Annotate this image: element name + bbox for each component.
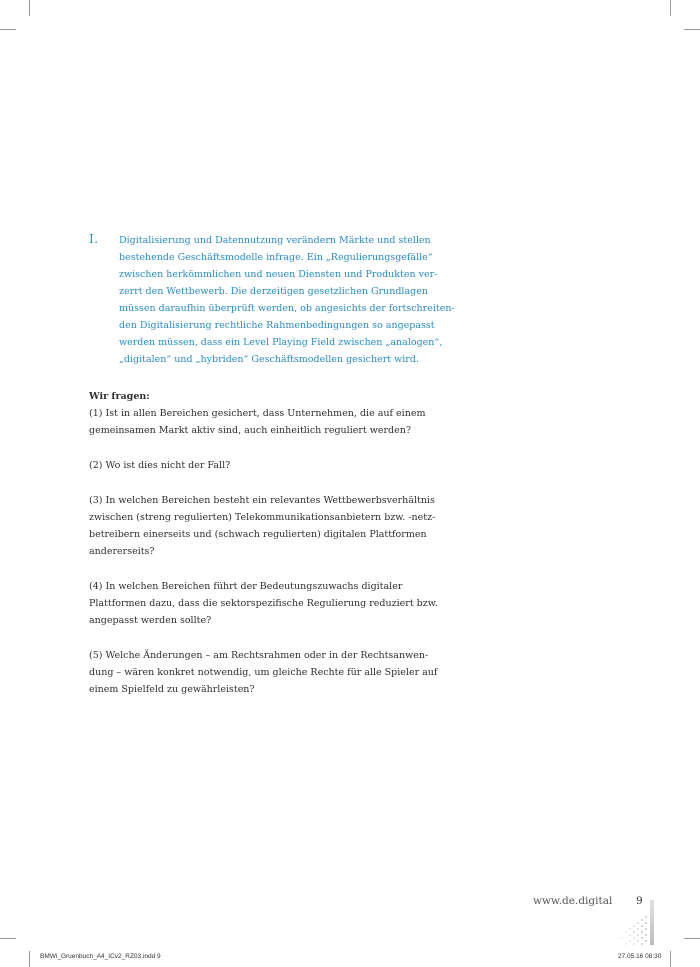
question-1 — [89, 405, 449, 439]
section-line: bestehende Geschäftsmodelle infrage. Ein „Regulierungsgefälle“ — [119, 252, 433, 263]
question-line: Plattformen dazu, dass die sektorspezifische Regulierung reduziert bzw. — [89, 598, 438, 609]
question-4 — [89, 578, 449, 629]
question-line: (1) Ist in allen Bereichen gesichert, dass Unternehmen, die auf einem — [89, 408, 426, 419]
question-line: dung – wären konkret notwendig, um gleiche Rechte für alle Spieler auf — [89, 667, 438, 678]
question-line: andererseits? — [89, 546, 155, 557]
crop-mark-top-left — [29, 0, 30, 16]
question-line: (2) Wo ist dies nicht der Fall? — [89, 460, 231, 471]
question-line: (5) Welche Änderungen – am Rechtsrahmen oder in der Rechtsanwen- — [89, 650, 429, 661]
question-2 — [89, 457, 449, 474]
crop-mark-bottom-left — [29, 951, 30, 967]
questions-section — [89, 388, 449, 716]
section-line: den Digitalisierung rechtliche Rahmenbedingungen so angepasst — [119, 320, 435, 331]
section-number: I. — [89, 232, 99, 246]
crop-mark-top-right — [670, 0, 671, 16]
section-text — [119, 232, 455, 368]
question-line: angepasst werden sollte? — [89, 615, 212, 626]
section-line: müssen daraufhin überprüft werden, ob angesichts der fortschreiten- — [119, 303, 455, 314]
question-3 — [89, 492, 449, 560]
question-5 — [89, 647, 449, 698]
footer-url: www.de.digital — [533, 895, 613, 907]
question-line: gemeinsamen Markt aktiv sind, auch einheitlich reguliert werden? — [89, 425, 411, 436]
section-line: Digitalisierung und Datennutzung verändern Märkte und stellen — [119, 235, 431, 246]
question-line: (4) In welchen Bereichen führt der Bedeutungszuwachs digitaler — [89, 581, 403, 592]
questions-heading: Wir fragen: — [89, 391, 150, 402]
dot-pattern-decoration — [612, 914, 650, 948]
crop-mark-top-right-h — [684, 29, 700, 30]
section-intro — [89, 232, 455, 368]
section-line: werden müssen, dass ein Level Playing Field zwischen „analogen“, — [119, 337, 443, 348]
print-slug-datetime: 27.05.16 08:30 — [618, 953, 662, 960]
question-line: zwischen (streng regulierten) Telekommunikationsanbietern bzw. -netz- — [89, 512, 436, 523]
question-line: betreibern einerseits und (schwach regulierten) digitalen Plattformen — [89, 529, 427, 540]
page-number: 9 — [636, 895, 643, 907]
footer-accent-bar — [650, 900, 654, 945]
crop-mark-bottom-right-h — [684, 938, 700, 939]
crop-mark-bottom-right — [670, 951, 671, 967]
section-line: zerrt den Wettbewerb. Die derzeitigen gesetzlichen Grundlagen — [119, 286, 428, 297]
question-line: einem Spielfeld zu gewährleisten? — [89, 684, 255, 695]
crop-mark-bottom-left-h — [0, 938, 16, 939]
section-line: zwischen herkömmlichen und neuen Diensten und Produkten ver- — [119, 269, 438, 280]
crop-mark-top-left-h — [0, 29, 16, 30]
section-line: „digitalen“ und „hybriden“ Geschäftsmodellen gesichert wird. — [119, 354, 419, 365]
question-line: (3) In welchen Bereichen besteht ein relevantes Wettbewerbsverhältnis — [89, 495, 435, 506]
print-slug-file: BMWi_Gruenbuch_A4_ICv2_RZ03.indd 9 — [40, 953, 161, 960]
